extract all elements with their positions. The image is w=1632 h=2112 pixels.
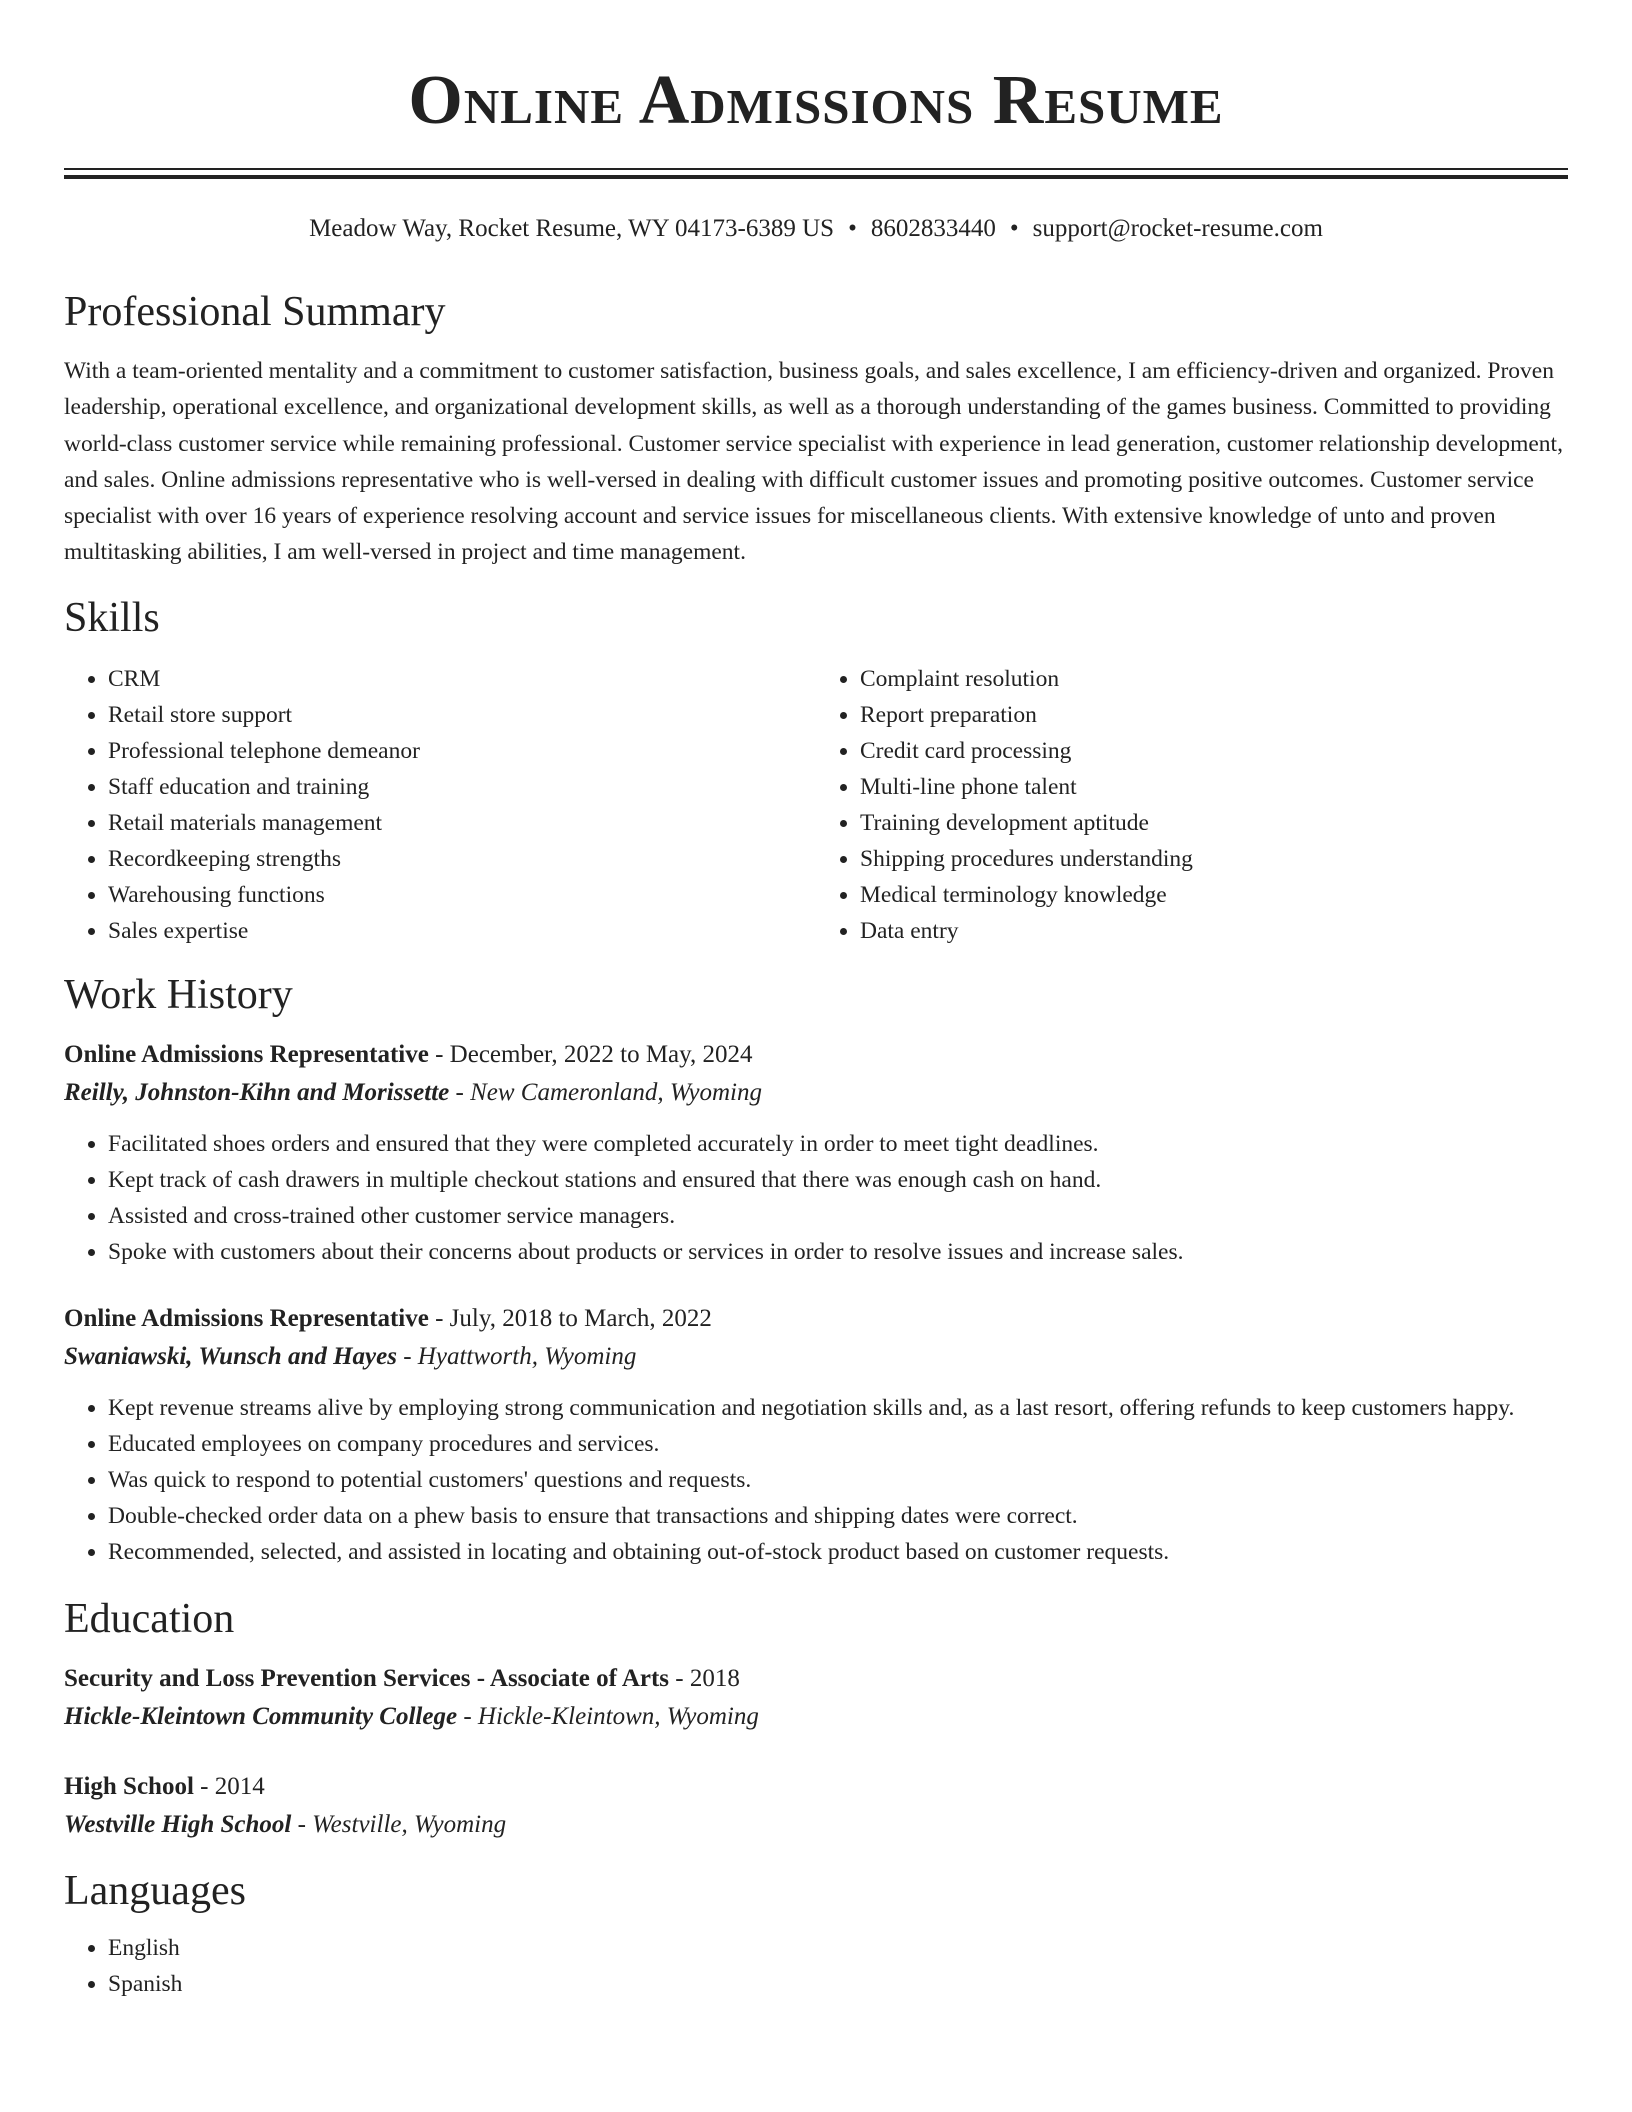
job-duty: • Facilitated shoes orders and ensured that they were completed accurately in order to meet tight deadlines. bbox=[108, 1126, 1568, 1162]
skills-columns bbox=[64, 661, 1568, 950]
job-duty: • Recommended, selected, and assisted in locating and obtaining out-of-stock product based on customer requests. bbox=[108, 1534, 1568, 1570]
summary-heading: Professional Summary bbox=[64, 289, 446, 335]
job-entry bbox=[64, 1036, 1568, 1270]
contact-address: Meadow Way, Rocket Resume, WY 04173-6389 US bbox=[309, 215, 835, 242]
job-position: Online Admissions Representative bbox=[64, 1040, 429, 1068]
skill-item: • Recordkeeping strengths bbox=[108, 841, 816, 877]
job-entry bbox=[64, 1300, 1568, 1570]
skill-item: • Report preparation bbox=[860, 697, 1568, 733]
job-company-line bbox=[64, 1338, 1568, 1376]
job-dates: - December, 2022 to May, 2024 bbox=[428, 1040, 753, 1068]
education-degree: High School bbox=[64, 1773, 194, 1801]
job-duty: • Kept revenue streams alive by employing strong communication and negotiation skills and, as a last resort, offering refunds to keep customers happy. bbox=[108, 1390, 1568, 1426]
skill-item: • Data entry bbox=[860, 913, 1568, 949]
summary-text: With a team-oriented mentality and a commitment to customer satisfaction, business goals, and sales excellence, I am efficiency-driven and organized. Proven leadership, operational excellence, and organizational development skills, as well as a thorough understanding of the games business. Committed to providing world-class customer service while remaining professional. Customer service specialist with experience in lead generation, customer relationship development, and sales. Online admissions representative who is well-versed in dealing with difficult customer issues and promoting positive outcomes. Customer service specialist with over 16 years of experience resolving account and service issues for miscellaneous clients. With extensive knowledge of unto and proven multitasking abilities, I am well-versed in project and time management. bbox=[64, 358, 1563, 566]
education-year: - 2018 bbox=[669, 1665, 740, 1693]
job-duties bbox=[64, 1390, 1568, 1570]
job-location: - New Cameronland, Wyoming bbox=[449, 1078, 763, 1106]
job-company: Swaniawski, Wunsch and Hayes bbox=[64, 1342, 397, 1370]
job-duty: • Was quick to respond to potential customers' questions and requests. bbox=[108, 1462, 1568, 1498]
job-company-line bbox=[64, 1074, 1568, 1112]
contact-line bbox=[64, 213, 1568, 245]
job-duty: • Spoke with customers about their concerns about products or services in order to resolve issues and increase sales. bbox=[108, 1234, 1568, 1270]
education-entry bbox=[64, 1660, 1568, 1736]
contact-separator: • bbox=[848, 215, 857, 242]
languages-heading: Languages bbox=[64, 1868, 246, 1915]
education-degree-line bbox=[64, 1768, 1568, 1806]
job-dates: - July, 2018 to March, 2022 bbox=[428, 1304, 712, 1332]
education-school-line bbox=[64, 1806, 1568, 1844]
skill-item: • CRM bbox=[108, 661, 816, 697]
header-divider-thick bbox=[64, 175, 1568, 179]
language-item: • Spanish bbox=[108, 1966, 1568, 2002]
job-position: Online Admissions Representative bbox=[64, 1304, 429, 1332]
education-entry bbox=[64, 1768, 1568, 1844]
job-location: - Hyattworth, Wyoming bbox=[396, 1342, 637, 1370]
skill-item: • Training development aptitude bbox=[860, 805, 1568, 841]
skill-item: • Staff education and training bbox=[108, 769, 816, 805]
skill-item: • Professional telephone demeanor bbox=[108, 733, 816, 769]
resume-page bbox=[64, 0, 1568, 2003]
contact-phone: 8602833440 bbox=[870, 215, 996, 242]
skills-list-right bbox=[816, 661, 1568, 950]
job-company: Reilly, Johnston-Kihn and Morissette bbox=[64, 1078, 450, 1106]
job-duty: • Kept track of cash drawers in multiple checkout stations and ensured that there was enough cash on hand. bbox=[108, 1162, 1568, 1198]
job-duty: • Double-checked order data on a phew basis to ensure that transactions and shipping dates were correct. bbox=[108, 1498, 1568, 1534]
education-school: Westville High School bbox=[64, 1811, 292, 1839]
skill-item: • Shipping procedures understanding bbox=[860, 841, 1568, 877]
job-duty: • Assisted and cross-trained other customer service managers. bbox=[108, 1198, 1568, 1234]
language-item: • English bbox=[108, 1930, 1568, 1966]
skills-list-left bbox=[64, 661, 816, 950]
education-degree: Security and Loss Prevention Services - Associate of Arts bbox=[64, 1665, 670, 1693]
skill-item: • Sales expertise bbox=[108, 913, 816, 949]
skill-item: • Retail store support bbox=[108, 697, 816, 733]
work-history-heading: Work History bbox=[64, 971, 293, 1018]
skill-item: • Complaint resolution bbox=[860, 661, 1568, 697]
job-duty: • Educated employees on company procedures and services. bbox=[108, 1426, 1568, 1462]
skills-heading: Skills bbox=[64, 594, 160, 641]
skill-item: • Credit card processing bbox=[860, 733, 1568, 769]
resume-title: Online Admissions Resume bbox=[408, 62, 1224, 139]
education-school: Hickle-Kleintown Community College bbox=[64, 1703, 458, 1731]
header-divider-thin bbox=[64, 168, 1568, 170]
skill-item: • Retail materials management bbox=[108, 805, 816, 841]
job-duties bbox=[64, 1126, 1568, 1270]
languages-list bbox=[64, 1930, 1568, 2002]
education-location: - Hickle-Kleintown, Wyoming bbox=[457, 1703, 759, 1731]
education-location: - Westville, Wyoming bbox=[291, 1811, 507, 1839]
job-header bbox=[64, 1300, 1568, 1338]
education-school-line bbox=[64, 1698, 1568, 1736]
skill-item: • Warehousing functions bbox=[108, 877, 816, 913]
contact-email: support@rocket-resume.com bbox=[1032, 215, 1323, 242]
skill-item: • Multi-line phone talent bbox=[860, 769, 1568, 805]
education-heading: Education bbox=[64, 1596, 235, 1643]
job-header bbox=[64, 1036, 1568, 1074]
contact-separator: • bbox=[1009, 215, 1019, 242]
languages-section bbox=[64, 1930, 1568, 2002]
education-degree-line bbox=[64, 1660, 1568, 1698]
skill-item: • Medical terminology knowledge bbox=[860, 877, 1568, 913]
education-year: - 2014 bbox=[193, 1773, 265, 1801]
